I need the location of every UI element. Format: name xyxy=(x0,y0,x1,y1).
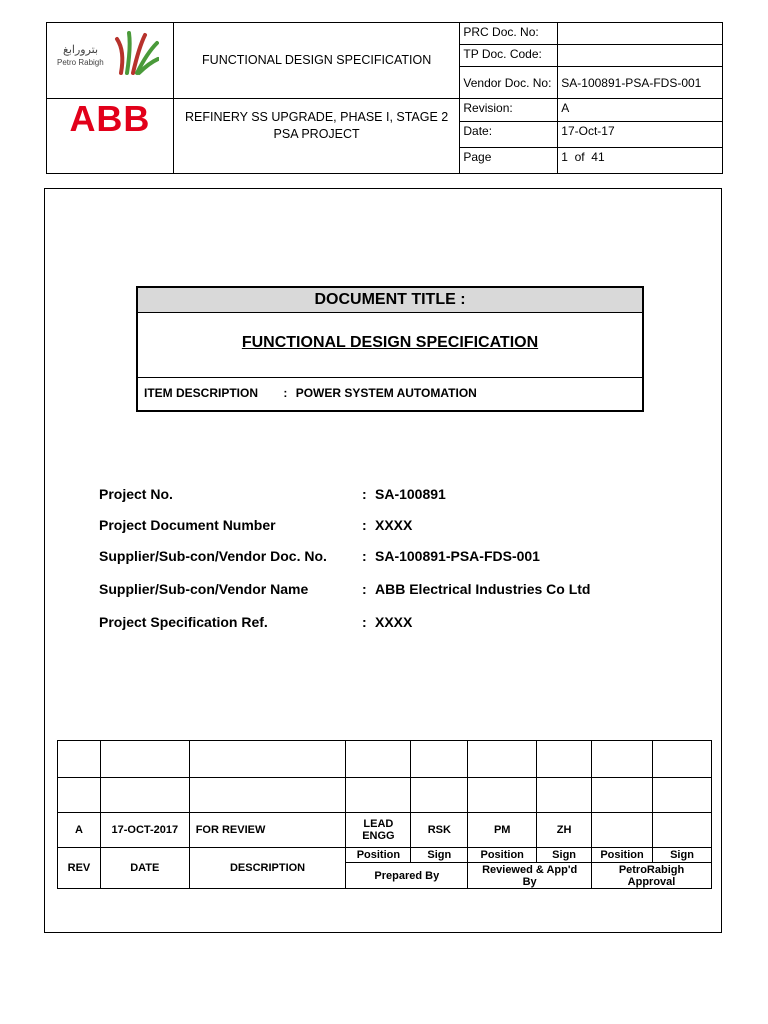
description-cell: FOR REVIEW xyxy=(189,813,346,848)
prc-doc-no-value xyxy=(558,23,723,45)
info-label: Project No. xyxy=(99,486,173,502)
page-label: Page xyxy=(460,147,558,173)
petro-rabigh-name: Petro Rabigh xyxy=(57,58,104,67)
tp-doc-code-label: TP Doc. Code: xyxy=(460,45,558,67)
page-value: 1 of 41 xyxy=(558,147,723,173)
revision-header-row xyxy=(58,848,712,863)
info-value: SA-100891 xyxy=(375,486,446,502)
position-header: Position xyxy=(468,848,537,863)
document-title-heading: DOCUMENT TITLE : xyxy=(138,288,642,313)
sign-header: Sign xyxy=(537,848,592,863)
prepared-sign-cell: RSK xyxy=(411,813,468,848)
abb-logo-cell xyxy=(47,99,174,174)
project-title-line2: PSA PROJECT xyxy=(273,127,360,142)
position-header: Position xyxy=(346,848,411,863)
date-cell: 17-OCT-2017 xyxy=(100,813,189,848)
sign-header: Sign xyxy=(411,848,468,863)
item-description-label: ITEM DESCRIPTION xyxy=(144,386,259,400)
tp-doc-code-value xyxy=(558,45,723,67)
revision-empty-row xyxy=(58,778,712,813)
petro-rabigh-logo-icon xyxy=(111,29,159,77)
info-value: XXXX xyxy=(375,517,413,533)
project-title-line1: REFINERY SS UPGRADE, PHASE I, STAGE 2 xyxy=(184,110,449,125)
vendor-doc-no-value: SA-100891-PSA-FDS-001 xyxy=(558,67,723,99)
date-label: Date: xyxy=(460,121,558,147)
info-value: ABB Electrical Industries Co Ltd xyxy=(375,581,591,597)
revision-row xyxy=(58,813,712,848)
info-value: SA-100891-PSA-FDS-001 xyxy=(375,548,540,564)
item-description-row xyxy=(138,378,642,408)
description-header: DESCRIPTION xyxy=(189,848,346,889)
rev-header: REV xyxy=(58,848,101,889)
info-label: Project Specification Ref. xyxy=(99,614,268,630)
document-type-title: FUNCTIONAL DESIGN SPECIFICATION xyxy=(173,23,460,99)
info-label: Supplier/Sub-con/Vendor Doc. No. xyxy=(99,548,327,564)
info-colon: : xyxy=(362,581,367,597)
info-colon: : xyxy=(362,548,367,564)
info-colon: : xyxy=(362,486,367,502)
project-title xyxy=(173,99,460,174)
petrorabigh-approval-header: PetroRabigh Approval xyxy=(592,863,712,889)
document-header xyxy=(46,22,723,174)
position-header: Position xyxy=(592,848,653,863)
reviewed-sign-cell: ZH xyxy=(537,813,592,848)
date-value: 17-Oct-17 xyxy=(558,121,723,147)
item-description-colon: : xyxy=(283,386,288,400)
rev-cell: A xyxy=(58,813,101,848)
sign-header: Sign xyxy=(653,848,712,863)
revision-value: A xyxy=(558,99,723,121)
item-description-value: POWER SYSTEM AUTOMATION xyxy=(295,386,477,400)
info-label: Project Document Number xyxy=(99,517,276,533)
date-header: DATE xyxy=(100,848,189,889)
reviewed-by-header: Reviewed & App'd By xyxy=(468,863,592,889)
revision-empty-row xyxy=(58,741,712,778)
prc-doc-no-label: PRC Doc. No: xyxy=(460,23,558,45)
info-colon: : xyxy=(362,517,367,533)
prepared-by-header: Prepared By xyxy=(346,863,468,889)
document-title: FUNCTIONAL DESIGN SPECIFICATION xyxy=(138,313,642,378)
info-colon: : xyxy=(362,614,367,630)
petro-rabigh-logo-cell xyxy=(47,23,174,99)
info-label: Supplier/Sub-con/Vendor Name xyxy=(99,581,309,597)
reviewed-position-cell: PM xyxy=(468,813,537,848)
prepared-position-cell: LEAD ENGG xyxy=(346,813,411,848)
info-value: XXXX xyxy=(375,614,413,630)
petro-rabigh-arabic-name: بترورابغ xyxy=(63,44,99,56)
revision-table xyxy=(57,740,712,889)
document-title-box xyxy=(136,286,644,412)
revision-label: Revision: xyxy=(460,99,558,121)
abb-logo: ABB xyxy=(69,98,151,140)
vendor-doc-no-label: Vendor Doc. No: xyxy=(460,67,558,99)
